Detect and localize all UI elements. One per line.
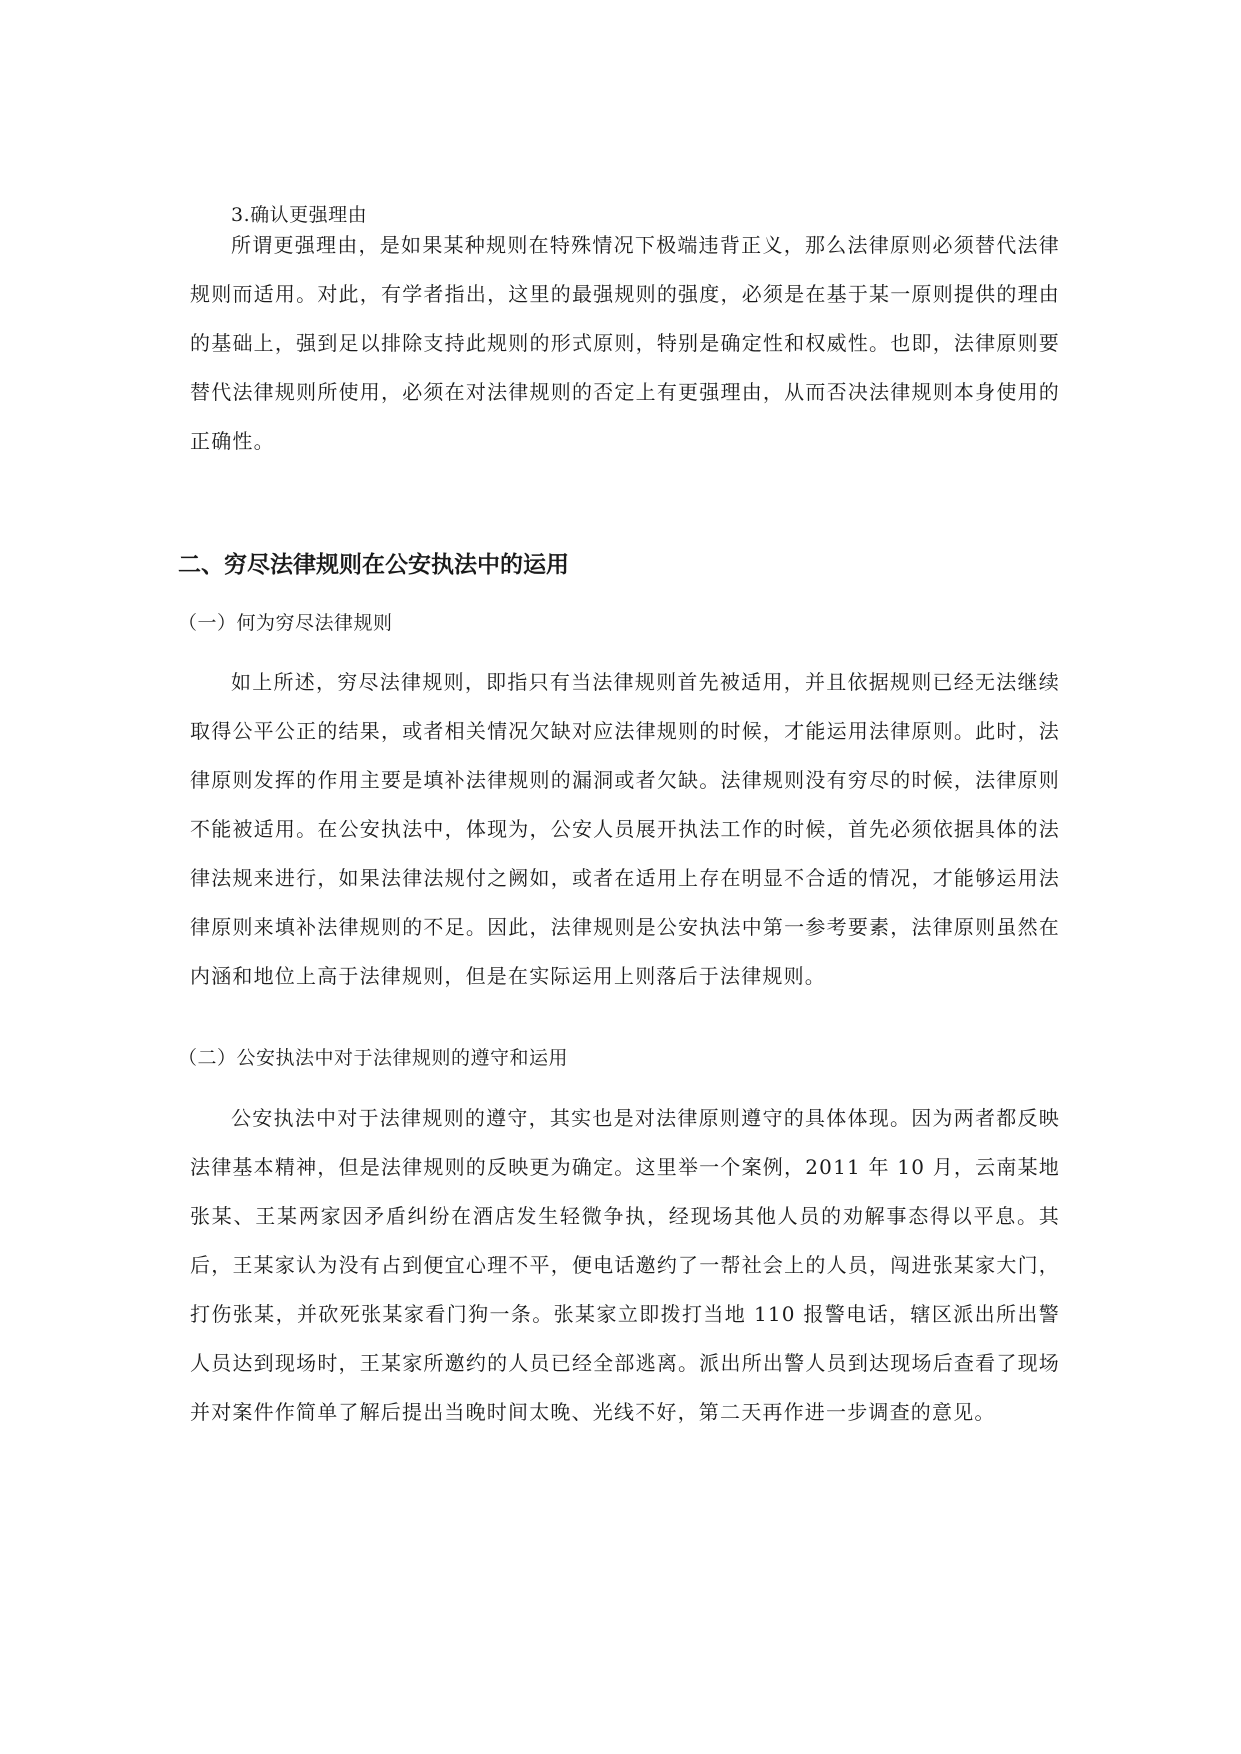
subsection-1-paragraph: 如上所述，穷尽法律规则，即指只有当法律规则首先被适用，并且依据规则已经无法继续取得公平公正的结果，或者相关情况欠缺对应法律规则的时候，才能运用法律原则。此时，法律原则发挥的作用主要是填补法律规则的漏洞或者欠缺。法律规则没有穷尽的时候，法律原则不能被适用。在公安执法中，体现为，公安人员展开执法工作的时候，首先必须依据具体的法律法规来进行，如果法律法规付之阙如，或者在适用上存在明显不合适的情况，才能够运用法律原则来填补法律规则的不足。因此，法律规则是公安执法中第一参考要素，法律原则虽然在内涵和地位上高于法律规则，但是在实际运用上则落后于法律规则。 <box>190 670 1060 988</box>
subsection-2-title: （二）公安执法中对于法律规则的遵守和运用 <box>178 1047 569 1069</box>
section-3-title: 3.确认更强理由 <box>231 204 368 226</box>
subsection-1-title: （一）何为穷尽法律规则 <box>178 612 393 634</box>
subsection-2-paragraph: 公安执法中对于法律规则的遵守，其实也是对法律原则遵守的具体体现。因为两者都反映法律基本精神，但是法律规则的反映更为确定。这里举一个案例，2011 年 10 月，云南某地张某、王某两家因矛盾纠纷在酒店发生轻微争执，经现场其他人员的劝解事态得以平息。其后，王某家认为没有占到便宜心理不平，便电话邀约了一帮社会上的人员，闯进张某家大门，打伤张某，并砍死张某家看门狗一条。张某家立即拨打当地 110 报警电话，辖区派出所出警人员达到现场时，王某家所邀约的人员已经全部逃离。派出所出警人员到达现场后查看了现场并对案件作简单了解后提出当晚时间太晚、光线不好，第二天再作进一步调查的意见。 <box>190 1106 1060 1424</box>
chapter-2-heading: 二、穷尽法律规则在公安执法中的运用 <box>178 552 569 578</box>
section-3-paragraph: 所谓更强理由，是如果某种规则在特殊情况下极端违背正义，那么法律原则必须替代法律规则而适用。对此，有学者指出，这里的最强规则的强度，必须是在基于某一原则提供的理由的基础上，强到足以排除支持此规则的形式原则，特别是确定性和权威性。也即，法律原则要替代法律规则所使用，必须在对法律规则的否定上有更强理由，从而否决法律规则本身使用的正确性。 <box>190 233 1060 453</box>
